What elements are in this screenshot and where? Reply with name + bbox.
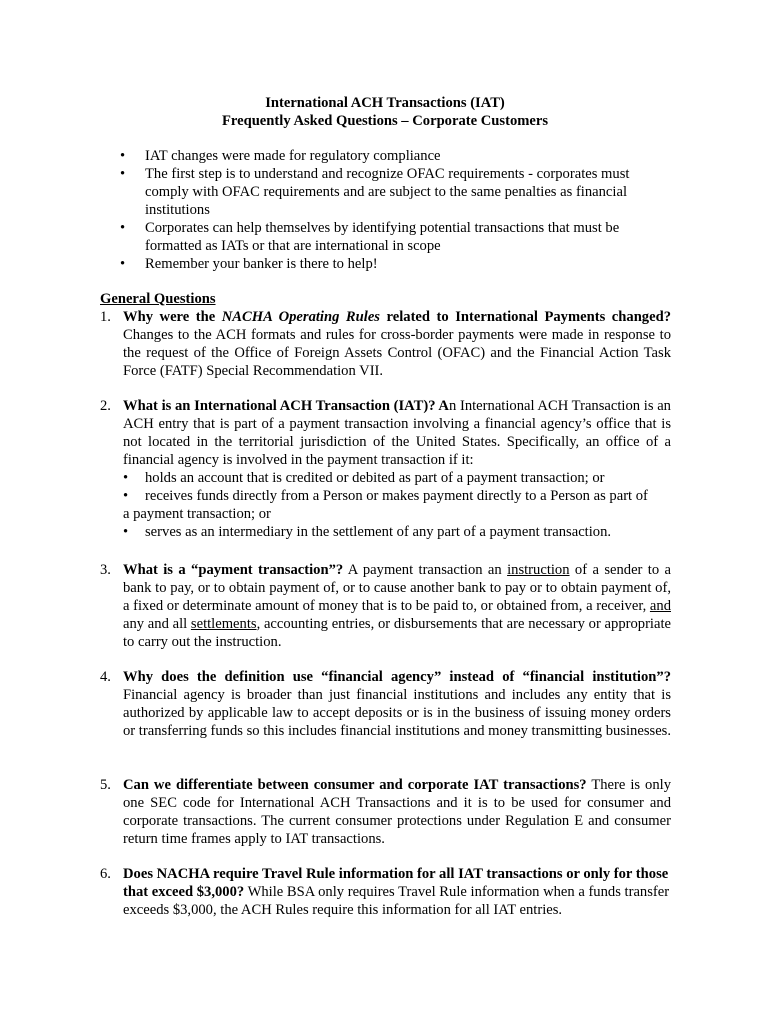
question-text: Can we differentiate between consumer and corporate IAT transactions? xyxy=(123,777,587,793)
bullet-icon: • xyxy=(123,524,129,540)
question-text: Why does the definition use “financial agency” instead of “financial institution”? xyxy=(123,669,671,685)
answer-text: n International ACH Transaction is an ACH entry that is part of a payment transaction involving a financial agency’s office that is not located in the territorial jurisdiction of the United States. Specifically, an office of a financial agency is involved in the payment transaction if it: xyxy=(123,398,671,468)
bullet-icon: • xyxy=(120,148,126,164)
question-number: 4. xyxy=(100,669,111,685)
question-number: 6. xyxy=(100,866,111,882)
title-line-1: International ACH Transactions (IAT) xyxy=(265,95,505,111)
sub-bullet: • holds an account that is credited or debited as part of a payment transaction; or xyxy=(123,470,605,486)
section-heading: General Questions xyxy=(100,291,216,307)
answer-text: While BSA only requires Travel Rule information when a funds transfer exceeds $3,000, the ACH Rules require this information for all IAT entries. xyxy=(123,884,670,918)
summary-bullet: • Corporates can help themselves by identifying potential transactions that must be formatted as IATs or that are international in scope xyxy=(120,220,620,254)
question-text: Why were the NACHA Operating Rules related to International Payments changed? xyxy=(123,309,671,325)
bullet-icon: • xyxy=(120,166,126,182)
faq-body xyxy=(123,668,671,740)
question-number: 3. xyxy=(100,562,111,578)
sub-bullet-continuation: a payment transaction; or xyxy=(123,506,271,522)
answer-text: Changes to the ACH formats and rules for cross-border payments were made in response to the request of the Office of Foreign Assets Control (OFAC) and the Financial Action Task Force (FATF) Special Recommendation VII. xyxy=(123,327,671,379)
faq-item-1 xyxy=(100,308,671,380)
question-text: What is an International ACH Transaction (IAT)? A xyxy=(123,398,449,414)
question-text: Does NACHA require Travel Rule information for all IAT transactions or only for those that exceed $3,000? xyxy=(123,866,669,900)
bullet-icon: • xyxy=(123,488,129,504)
bullet-icon: • xyxy=(123,470,129,486)
faq-body xyxy=(123,561,671,651)
faq-item-6 xyxy=(100,865,671,919)
bullet-icon: • xyxy=(120,256,126,272)
title-line-2: Frequently Asked Questions – Corporate Customers xyxy=(221,113,549,129)
faq-body xyxy=(123,776,671,848)
question-number: 1. xyxy=(100,309,111,325)
answer-text: A payment transaction an instruction of a sender to a bank to pay, or to obtain payment of, or to cause another bank to pay or to obtain payment of, a fixed or determinate amount of money that is to be paid to, or obtained from, a receiver, and any and all settlements, accounting entries, or disbursements that are necessary or appropriate to carry out the instruction. xyxy=(123,562,672,650)
sub-bullet: • receives funds directly from a Person or makes payment directly to a Person as part of xyxy=(123,488,648,504)
summary-bullet-list xyxy=(120,147,660,273)
faq-item-2 xyxy=(100,397,671,541)
faq-body xyxy=(123,308,671,380)
faq-item-5 xyxy=(100,776,671,848)
summary-bullet: • Remember your banker is there to help! xyxy=(120,256,378,272)
question-text: What is a “payment transaction”? xyxy=(123,562,344,578)
summary-bullet: • IAT changes were made for regulatory compliance xyxy=(120,148,441,164)
faq-item-4 xyxy=(100,668,671,740)
bullet-icon: • xyxy=(120,220,126,236)
faq-body xyxy=(123,865,671,919)
answer-text: Financial agency is broader than just financial institutions and includes any entity that is authorized by applicable law to accept deposits or is in the business of issuing money orders or transferring funds so this includes financial institutions and money transmitting businesses. xyxy=(123,687,671,739)
answer-text: There is only one SEC code for International ACH Transactions and it is to be used for consumer and corporate transactions. The current consumer protections under Regulation E and consumer return time frames apply to IAT transactions. xyxy=(123,777,671,847)
sub-bullet: • serves as an intermediary in the settlement of any part of a payment transaction. xyxy=(123,524,612,540)
question-number: 5. xyxy=(100,777,111,793)
summary-bullet: • The first step is to understand and recognize OFAC requirements - corporates must comply with OFAC requirements and are subject to the same penalties as financial institutions xyxy=(120,166,630,218)
faq-item-3 xyxy=(100,561,671,651)
faq-body xyxy=(123,397,671,541)
document-title xyxy=(0,94,770,130)
question-number: 2. xyxy=(100,398,111,414)
